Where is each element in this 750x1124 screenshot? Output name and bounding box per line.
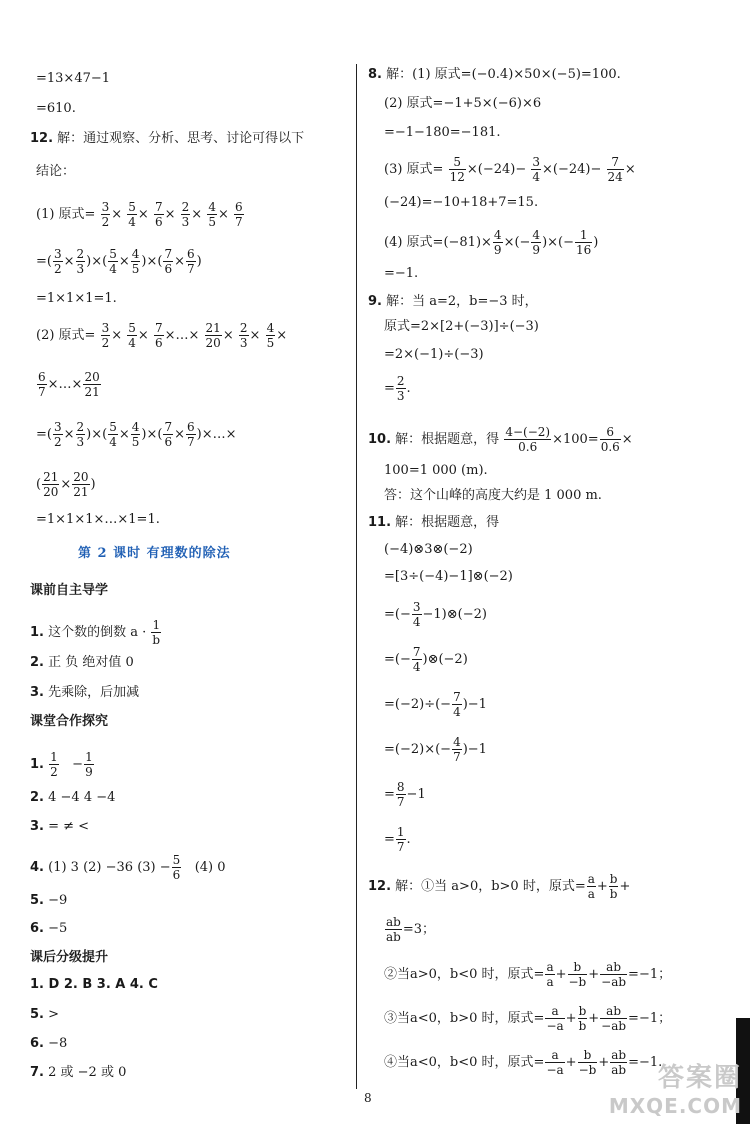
fraction: $\frac{2}{3}$ bbox=[396, 374, 405, 403]
fraction: $\frac{1}{7}$ bbox=[396, 825, 405, 854]
fraction: $\frac{7}{6}$ bbox=[154, 321, 163, 350]
fraction: $\frac{2}{3}$ bbox=[239, 321, 248, 350]
problem-11: 11. 解：根据题意，得 bbox=[368, 515, 500, 530]
answer-line: 7. 2 或 −2 或 0 bbox=[30, 1065, 127, 1080]
fraction: $\frac{3}{2}$ bbox=[53, 420, 62, 449]
calc-line: =610. bbox=[36, 101, 76, 116]
problem-12-right: 12. 解：①当 a>0，b>0 时，原式= $\frac{a}{a}$ + $\frac{b}{b}$ + bbox=[368, 872, 631, 901]
fraction: $\frac{6}{7}$ bbox=[235, 200, 243, 229]
answer-line: 2. 4 −4 4 −4 bbox=[30, 790, 116, 805]
formula-line: =( $\frac{3}{2}$ × $\frac{2}{3}$ )×( $\frac{5}{4}$ × $\frac{4}{5}$ )×( $\frac{7}{6}$ × $\frac{6}{7}$ )×…× bbox=[36, 420, 237, 449]
formula-line: ④当a<0，b<0 时，原式= $\frac{a}{-a}$ + $\frac{b}{-b}$ + $\frac{ab}{ab}$ =−1. bbox=[384, 1048, 663, 1077]
fraction: $\frac{4}{5}$ bbox=[131, 247, 140, 276]
formula-line: =(− $\frac{7}{4}$ )⊗(−2) bbox=[384, 645, 468, 674]
fraction: $\frac{a}{-a}$ bbox=[546, 1004, 564, 1033]
formula-line: (2) 原式= $\frac{3}{2}$ × $\frac{5}{4}$ × $\frac{7}{6}$ ×…× $\frac{21}{20}$ × $\frac{2}{3}$ × $\frac{4}{5}$ × bbox=[36, 321, 288, 350]
formula-line: (2) 原式=−1+5×(−6)×6 bbox=[384, 96, 542, 111]
fraction: $\frac{2}{3}$ bbox=[76, 247, 85, 276]
fraction: $\frac{5}{4}$ bbox=[128, 321, 136, 350]
answer-line: 1. $\frac{1}{2}$ − $\frac{1}{9}$ bbox=[30, 750, 93, 779]
answer-line: 1. 这个数的倒数 a · $\frac{1}{b}$ bbox=[30, 618, 161, 647]
formula-line: ③当a<0，b>0 时，原式= $\frac{a}{-a}$ + $\frac{b}{b}$ + $\frac{ab}{-ab}$ =−1； bbox=[384, 1004, 672, 1033]
formula-line: $\frac{6}{7}$ ×…× $\frac{20}{21}$ bbox=[38, 370, 100, 399]
formula-line: ( $\frac{21}{20}$ × $\frac{20}{21}$ ) bbox=[36, 470, 96, 499]
problem-9: 9. 解：当 a=2，b=−3 时， bbox=[368, 294, 538, 309]
answer-line: 4. (1) 3 (2) −36 (3) − $\frac{5}{6}$ (4) 0 bbox=[30, 853, 226, 882]
page-number: 8 bbox=[364, 1091, 372, 1105]
formula-line: =(−2)÷(− $\frac{7}{4}$ )−1 bbox=[384, 690, 487, 719]
fraction: $\frac{3}{4}$ bbox=[532, 155, 541, 184]
formula-line: (3) 原式= $\frac{5}{12}$ ×(−24)− $\frac{3}{4}$ ×(−24)− $\frac{7}{24}$ × bbox=[384, 155, 636, 184]
fraction: $\frac{b}{b}$ bbox=[578, 1004, 587, 1033]
formula-line: =( $\frac{3}{2}$ × $\frac{2}{3}$ )×( $\frac{5}{4}$ × $\frac{4}{5}$ )×( $\frac{7}{6}$ × $\frac{6}{7}$ ) bbox=[36, 247, 202, 276]
fraction: $\frac{3}{4}$ bbox=[412, 600, 421, 629]
fraction: $\frac{4}{5}$ bbox=[208, 200, 216, 229]
fraction: $\frac{21}{20}$ bbox=[205, 321, 221, 350]
fraction: $\frac{7}{4}$ bbox=[412, 645, 421, 674]
fraction: $\frac{ab}{-ab}$ bbox=[601, 960, 627, 989]
formula-result: =1×1×1×…×1=1. bbox=[36, 512, 160, 527]
answer-line: 5. > bbox=[30, 1007, 60, 1022]
problem-number: 12. bbox=[30, 131, 54, 146]
formula-line: =2×(−1)÷(−3) bbox=[384, 347, 484, 362]
watermark bbox=[609, 1057, 742, 1118]
fraction: $\frac{4}{7}$ bbox=[453, 735, 461, 764]
fraction: $\frac{1}{9}$ bbox=[85, 750, 93, 779]
fraction: $\frac{7}{6}$ bbox=[164, 420, 173, 449]
answer-sentence: 答：这个山峰的高度大约是 1 000 m. bbox=[384, 488, 602, 503]
fraction: $\frac{ab}{ab}$ bbox=[611, 1048, 627, 1077]
problem-text: 解：通过观察、分析、思考、讨论可得以下 bbox=[57, 131, 305, 146]
fraction: $\frac{5}{6}$ bbox=[172, 853, 181, 882]
fraction: $\frac{b}{b}$ bbox=[609, 872, 618, 901]
fraction: $\frac{2}{3}$ bbox=[181, 200, 190, 229]
answer-line: 2. 正 负 绝对值 0 bbox=[30, 655, 134, 670]
fraction: $\frac{a}{-a}$ bbox=[546, 1048, 564, 1077]
formula-line: = $\frac{8}{7}$ −1 bbox=[384, 780, 426, 809]
lesson-title: 第 2 课时 有理数的除法 bbox=[78, 546, 231, 561]
fraction: $\frac{a}{a}$ bbox=[546, 960, 554, 989]
fraction: $\frac{5}{4}$ bbox=[109, 420, 117, 449]
calc-line: =13×47−1 bbox=[36, 71, 111, 86]
fraction: $\frac{6}{7}$ bbox=[187, 420, 195, 449]
fraction: $\frac{4}{9}$ bbox=[493, 228, 502, 257]
formula-line: (−24)=−10+18+7=15. bbox=[384, 195, 539, 210]
column-divider bbox=[356, 64, 357, 1089]
section-heading: 课前自主导学 bbox=[30, 583, 109, 598]
fraction: $\frac{5}{12}$ bbox=[449, 155, 465, 184]
fraction: $\frac{6}{0.6}$ bbox=[600, 425, 620, 454]
formula-line: =[3÷(−4)−1]⊗(−2) bbox=[384, 569, 513, 584]
formula-result: =1×1×1=1. bbox=[36, 291, 117, 306]
fraction: $\frac{6}{7}$ bbox=[187, 247, 195, 276]
answer-line: 3. = ≠ < bbox=[30, 819, 90, 834]
formula-lead: (1) 原式= bbox=[36, 207, 96, 222]
fraction: $\frac{7}{24}$ bbox=[607, 155, 623, 184]
watermark-url: MXQE.COM bbox=[608, 1094, 742, 1118]
fraction: $\frac{2}{3}$ bbox=[76, 420, 85, 449]
fraction: $\frac{a}{a}$ bbox=[587, 872, 595, 901]
fraction: $\frac{3}{2}$ bbox=[101, 200, 110, 229]
fraction: $\frac{4}{5}$ bbox=[131, 420, 140, 449]
fraction: $\frac{ab}{ab}$ bbox=[386, 915, 401, 944]
section-heading: 课后分级提升 bbox=[30, 950, 109, 965]
fraction: $\frac{1}{2}$ bbox=[50, 750, 58, 779]
answer-line: 6. −5 bbox=[30, 921, 68, 936]
answer-line: 5. −9 bbox=[30, 893, 68, 908]
fraction: $\frac{b}{-b}$ bbox=[568, 960, 587, 989]
fraction: $\frac{21}{20}$ bbox=[43, 470, 59, 499]
fraction: $\frac{3}{2}$ bbox=[53, 247, 62, 276]
fraction: $\frac{8}{7}$ bbox=[396, 780, 405, 809]
formula-line: 原式=2×[2+(−3)]÷(−3) bbox=[384, 319, 539, 334]
fraction: $\frac{4}{9}$ bbox=[532, 228, 541, 257]
formula-line: ②当a>0，b<0 时，原式= $\frac{a}{a}$ + $\frac{b}{-b}$ + $\frac{ab}{-ab}$ =−1； bbox=[384, 960, 672, 989]
fraction: $\frac{4-(-2)}{0.6}$ bbox=[505, 425, 551, 454]
formula-line: (4) 原式=(−81)× $\frac{4}{9}$ ×(− $\frac{4}{9}$ )×(− $\frac{1}{16}$ ) bbox=[384, 228, 599, 257]
formula-result: = $\frac{1}{7}$ . bbox=[384, 825, 411, 854]
formula-result: =−1. bbox=[384, 266, 419, 281]
formula-result: = $\frac{2}{3}$ . bbox=[384, 374, 411, 403]
formula-line: (−4)⊗3⊗(−2) bbox=[384, 542, 473, 557]
problem-12 bbox=[30, 130, 304, 148]
fraction: $\frac{3}{2}$ bbox=[101, 321, 110, 350]
formula-line: $\frac{ab}{ab}$ =3； bbox=[386, 915, 436, 944]
fraction: $\frac{7}{4}$ bbox=[453, 690, 461, 719]
answer-line: 6. −8 bbox=[30, 1036, 68, 1051]
problem-10: 10. 解：根据题意，得 $\frac{4-(-2)}{0.6}$ ×100= $\frac{6}{0.6}$ × bbox=[368, 425, 633, 454]
fraction: $\frac{b}{-b}$ bbox=[578, 1048, 597, 1077]
fraction: $\frac{4}{5}$ bbox=[266, 321, 275, 350]
fraction: $\frac{ab}{-ab}$ bbox=[601, 1004, 627, 1033]
formula-line: 100=1 000 (m). bbox=[384, 463, 488, 478]
formula-line: =(− $\frac{3}{4}$ −1)⊗(−2) bbox=[384, 600, 487, 629]
problem-text: 结论： bbox=[36, 164, 76, 179]
formula-line: =−1−180=−181. bbox=[384, 125, 501, 140]
answer-line: 1. D 2. B 3. A 4. C bbox=[30, 977, 158, 992]
formula-line: =(−2)×(− $\frac{4}{7}$ )−1 bbox=[384, 735, 487, 764]
fraction: $\frac{7}{6}$ bbox=[154, 200, 163, 229]
fraction: $\frac{20}{21}$ bbox=[84, 370, 100, 399]
fraction: $\frac{1}{16}$ bbox=[576, 228, 592, 257]
fraction: $\frac{7}{6}$ bbox=[164, 247, 173, 276]
watermark-logo: 答案圈 bbox=[657, 1063, 742, 1093]
answer-line: 3. 先乘除，后加减 bbox=[30, 685, 140, 700]
fraction: $\frac{5}{4}$ bbox=[128, 200, 136, 229]
formula-line: (1) 原式= $\frac{3}{2}$ × $\frac{5}{4}$ × $\frac{7}{6}$ × $\frac{2}{3}$ × $\frac{4}{5}$ × $\frac{6}{7}$ bbox=[36, 200, 243, 229]
section-heading: 课堂合作探究 bbox=[30, 714, 109, 729]
fraction: $\frac{1}{b}$ bbox=[152, 618, 161, 647]
fraction: $\frac{20}{21}$ bbox=[73, 470, 89, 499]
fraction: $\frac{5}{4}$ bbox=[109, 247, 117, 276]
problem-8: 8. 解：(1) 原式=(−0.4)×50×(−5)=100. bbox=[368, 67, 621, 82]
fraction: $\frac{6}{7}$ bbox=[38, 370, 46, 399]
